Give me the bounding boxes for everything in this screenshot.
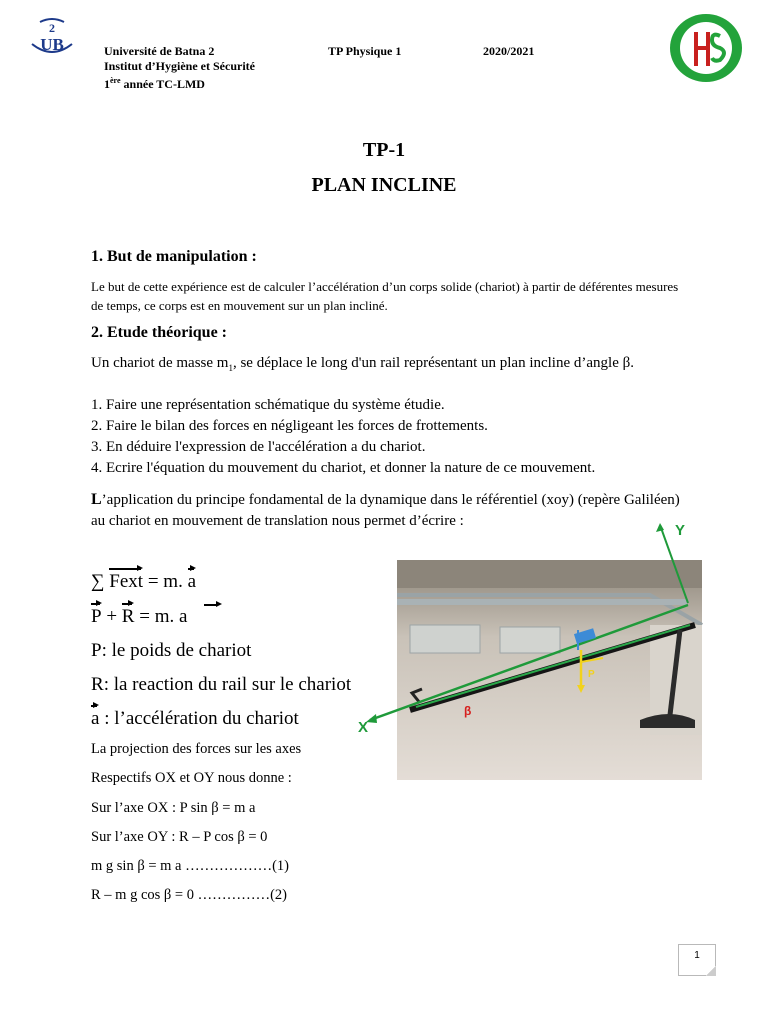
section1-heading: 1. But de manipulation :: [91, 248, 257, 265]
definition-acceleration: a : l’accélération du chariot: [91, 708, 299, 729]
x-axis-label: X: [358, 719, 369, 736]
projection-line-1: La projection des forces sur les axes: [91, 741, 302, 757]
definition-reaction: R: la reaction du rail sur le chariot: [91, 674, 352, 695]
logo-number: 2: [49, 21, 55, 35]
projection-line-5: m g sin β = m a ………………(1): [91, 858, 290, 874]
projection-line-6: R – m g cos β = 0 ……………(2): [91, 887, 287, 903]
definition-weight: P: le poids de chariot: [91, 640, 252, 661]
document-title: PLAN INCLINE: [311, 174, 457, 196]
institute-logo: [668, 12, 744, 84]
section2-heading: 2. Etude théorique :: [91, 324, 227, 341]
page-number: 1: [694, 950, 700, 961]
page-fold-decoration: [706, 966, 716, 976]
section1-body: Le but de cette expérience est de calculer l’accélération d’un corps solide (chariot) à partir de déférentes mesures de temps, ce corps est en mouvement sur un plan incliné.: [91, 279, 679, 313]
section2-intro: Un chariot de masse $m_1$, se déplace le long d'un rail représentant un plan incline d’angle β.: [91, 355, 634, 373]
document-title-code: TP-1: [362, 139, 406, 161]
header-level: 1ère année TC-LMD: [104, 76, 205, 91]
angle-beta-label: β: [464, 704, 472, 718]
projection-line-4: Sur l’axe OY : R – P cos β = 0: [91, 829, 268, 845]
logo-text: UB: [40, 35, 64, 54]
projection-line-3: Sur l’axe OX : P sin β = m a: [91, 800, 256, 816]
pfd-paragraph: L’application du principe fondamental de la dynamique dans le référentiel (xoy) (repère Galiléen) au chariot en mouvement de translation nous permet d’écrire :: [91, 491, 680, 529]
header-institute: Institut d’Hygiène et Sécurité: [104, 59, 255, 73]
question-item-3: 3. En déduire l'expression de l'accélération a du chariot.: [91, 439, 426, 455]
projection-line-2: Respectifs OX et OY nous donne :: [91, 770, 292, 786]
inclined-plane-figure: [350, 515, 705, 785]
equation-p-plus-r: P + R = m. a: [91, 606, 188, 627]
question-item-4: 4. Ecrire l'équation du mouvement du chariot, et donner la nature de ce mouvement.: [91, 460, 596, 476]
y-axis-label: Y: [675, 522, 686, 539]
header-course: TP Physique 1: [328, 44, 402, 58]
page-number-box: [678, 944, 716, 976]
header-university: Université de Batna 2: [104, 44, 215, 58]
weight-label: P: [588, 669, 595, 680]
vector-arrowhead-decoration: [216, 601, 222, 607]
university-logo: [26, 16, 78, 60]
header-year: 2020/2021: [483, 44, 535, 58]
question-item-2: 2. Faire le bilan des forces en négligeant les forces de frottements.: [91, 418, 488, 434]
question-item-1: 1. Faire une représentation schématique du système étudie.: [91, 397, 445, 413]
equation-sum-forces: ∑ Fext = m. a: [91, 571, 197, 592]
